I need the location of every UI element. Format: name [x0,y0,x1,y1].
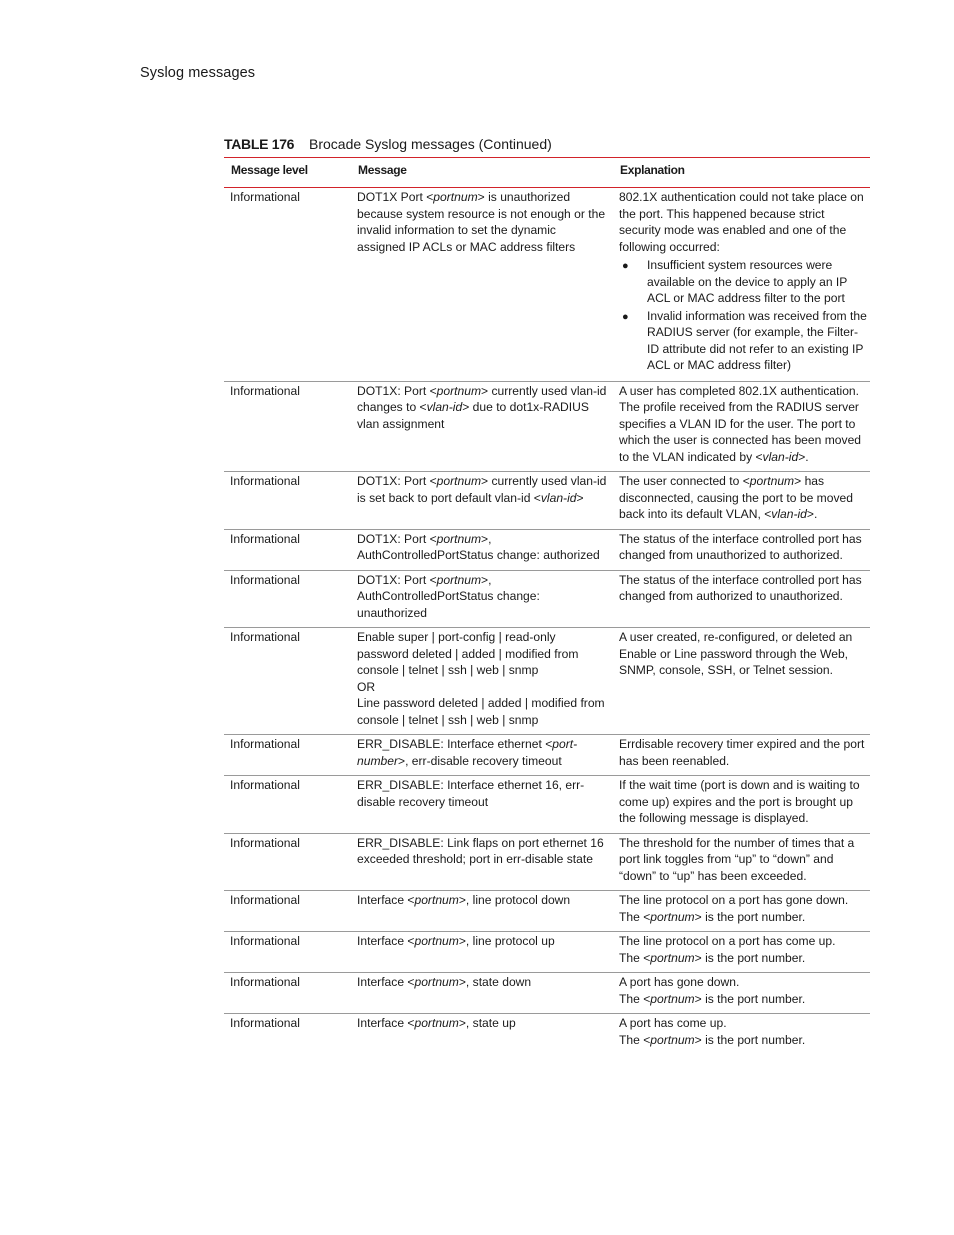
text-segment: > is unauthorized because system resource is not enough or the invalid information to set the dynamic assigned IP ACLs or MAC address filters [357,190,606,254]
syslog-messages-table [224,188,870,1054]
text-segment: DOT1X: Port < [357,572,437,587]
message-line [357,679,607,696]
text-segment: >, err-disable recovery timeout [398,753,562,768]
explanation-line [619,974,868,991]
placeholder-text: portnum [414,1016,459,1030]
table-header-row [224,160,870,188]
table-row [224,1014,870,1055]
text-segment: The < [619,950,651,965]
table-row [224,735,870,776]
explanation-cell [613,1014,870,1055]
table-row [224,188,870,381]
explanation-line [619,736,868,769]
placeholder-text: portnum [650,991,695,1006]
text-segment: A user created, re-configured, or deleted an Enable or Line password through the Web, SNMP, console, SSH, or Telnet session. [619,630,853,677]
placeholder-text: vlan-id [762,449,799,464]
placeholder-text: vlan-id [540,490,577,505]
message-line [357,383,607,433]
text-segment: The status of the interface controlled port has changed from unauthorized to authorized. [619,531,862,562]
table-row [224,628,870,735]
bullet-dot-icon: ● [622,310,629,323]
bullet-text: Insufficient system resources were available on the device to apply an IP ACL or MAC address filter to the port [647,258,848,305]
text-segment: > is the port number. [694,909,806,924]
explanation-line [619,629,868,679]
message-line [357,531,607,564]
text-segment: The < [619,1032,651,1047]
text-segment: Enable super | port-config | read-only password deleted | added | modified from console | telnet | ssh | web | snmp [357,630,579,677]
explanation-line [619,892,868,909]
header-explanation: Explanation [620,163,685,177]
message-cell [351,833,613,891]
placeholder-text: portnum [414,934,459,948]
text-segment: >. [798,449,809,464]
text-segment: The threshold for the number of times that a port link toggles from “up” to “down” and “down” to “up” has been exceeded. [619,835,855,883]
placeholder-text: vlan-id [426,400,463,414]
text-segment: > is the port number. [694,991,806,1006]
explanation-line [619,1015,868,1032]
explanation-line [619,835,868,885]
text-segment: ERR_DISABLE: Link flaps on port ethernet 16 exceeded threshold; port in err-disable state [357,835,604,866]
explanation-line [619,991,868,1008]
table-row [224,472,870,530]
table-row [224,891,870,932]
message-level-cell: Informational [224,381,351,472]
message-line [357,1015,607,1032]
table-caption [224,136,870,152]
running-head: Syslog messages [140,65,256,81]
text-segment: The line protocol on a port has gone down. [619,893,849,907]
text-segment: ERR_DISABLE: Interface ethernet < [357,737,553,751]
text-segment: The line protocol on a port has come up. [619,934,836,948]
table-title: Brocade Syslog messages (Continued) [309,136,552,152]
message-cell [351,628,613,735]
bullet-text: Invalid information was received from the RADIUS server (for example, the Filter-ID attribute did not refer to an existing IP ACL or MAC address filter) [647,308,867,372]
message-line [357,835,607,868]
message-cell [351,529,613,570]
text-segment: DOT1X Port < [357,190,434,204]
placeholder-text: portnum [433,190,478,204]
text-segment: A port has gone down. [619,975,740,989]
explanation-cell [613,570,870,628]
table-row [224,973,870,1014]
bullet-item [619,257,868,307]
text-segment: A port has come up. [619,1016,727,1030]
text-segment: >, AuthControlledPortStatus change: authorized [357,531,600,562]
text-segment: Interface < [357,934,415,948]
table-number: TABLE 176 [224,136,295,152]
explanation-cell [613,833,870,891]
explanation-line [619,909,868,926]
text-segment: Interface < [357,893,415,907]
text-segment: >, line protocol down [458,893,571,907]
explanation-cell [613,472,870,530]
message-level-cell: Informational [224,833,351,891]
text-segment: >, state up [458,1016,516,1030]
text-segment: > currently used vlan-id changes to < [357,383,607,414]
text-segment: > is the port number. [694,1032,806,1047]
message-level-cell: Informational [224,932,351,973]
explanation-cell [613,932,870,973]
explanation-line [619,189,868,255]
text-segment: >, AuthControlledPortStatus change: unauthorized [357,572,540,620]
text-segment: > has disconnected, causing the port to be moved back into its default VLAN, < [619,474,853,521]
message-level-cell: Informational [224,776,351,834]
text-segment: Interface < [357,1016,415,1030]
caption-rule [224,157,870,158]
table-row [224,932,870,973]
table-row [224,570,870,628]
text-segment: If the wait time (port is down and is waiting to come up) expires and the port is brought up the following message is displayed. [619,778,860,825]
text-segment: A user has completed 802.1X authentication. The profile received from the RADIUS server specifies a VLAN ID for the user. The port to which the user is connected has been moved to the VLAN indicated by < [619,383,862,464]
explanation-line [619,572,868,605]
explanation-line [619,950,868,967]
message-line [357,473,607,506]
text-segment: >, line protocol up [458,934,555,948]
explanation-line [619,933,868,950]
text-segment: >. [806,507,818,521]
message-level-cell: Informational [224,973,351,1014]
message-cell [351,472,613,530]
bullet-item [619,308,868,374]
table-row [224,776,870,834]
message-cell [351,381,613,472]
message-line [357,189,607,255]
placeholder-text: vlan-id [771,507,807,521]
text-segment: Line password deleted | added | modified from console | telnet | ssh | web | snmp [357,696,605,727]
message-line [357,933,607,950]
table-row [224,381,870,472]
text-segment: 802.1X authentication could not take place on the port. This happened because strict security mode was enabled and one of the following occurred: [619,190,864,254]
text-segment: The status of the interface controlled port has changed from authorized to unauthorized. [619,572,862,603]
explanation-cell [613,735,870,776]
explanation-cell [613,381,870,472]
explanation-cell [613,776,870,834]
placeholder-text: portnum [414,893,459,907]
text-segment: ERR_DISABLE: Interface ethernet 16, err-disable recovery timeout [357,778,585,809]
placeholder-text: portnum [436,531,482,546]
text-segment: > is the port number. [694,950,806,965]
text-segment: Errdisable recovery timer expired and the port has been reenabled. [619,737,865,768]
placeholder-text: portnum [436,474,482,488]
message-cell [351,891,613,932]
message-level-cell: Informational [224,529,351,570]
message-level-cell: Informational [230,1016,300,1030]
bullet-list [619,257,868,374]
table-row [224,529,870,570]
placeholder-text: portnum [650,950,695,965]
text-segment: > currently used vlan-id is set back to port default vlan-id < [357,474,607,505]
text-segment: The user connected to < [619,474,750,488]
message-line [357,695,607,728]
message-cell [351,1014,613,1055]
message-level-cell: Informational [224,188,351,381]
message-cell [351,735,613,776]
placeholder-text: portnum [436,383,482,398]
explanation-cell [613,188,870,381]
text-segment: The < [619,991,651,1006]
explanation-cell [613,529,870,570]
message-cell [351,973,613,1014]
message-line [357,892,607,909]
explanation-line [619,531,868,564]
table-row [224,833,870,891]
placeholder-text: portnum [414,975,459,989]
text-segment: DOT1X: Port < [357,531,437,546]
text-segment: > due to dot1x-RADIUS vlan assignment [357,400,589,431]
text-segment: The < [619,909,651,924]
explanation-line [619,777,868,827]
text-segment: Interface < [357,975,415,989]
message-line [357,736,607,769]
explanation-line [619,383,868,466]
message-level-cell: Informational [224,891,351,932]
placeholder-text: portnum [436,572,482,587]
placeholder-text: portnum [650,1032,695,1047]
message-cell [351,932,613,973]
message-level-cell: Informational [224,570,351,628]
explanation-cell [613,973,870,1014]
text-segment: > [576,490,584,505]
explanation-line [619,1032,868,1049]
message-line [357,974,607,991]
header-message-level: Message level [231,163,308,177]
message-level-cell: Informational [224,628,351,735]
placeholder-text: portnum [749,474,795,488]
text-segment: OR [357,679,376,694]
message-cell [351,776,613,834]
explanation-line [619,473,868,523]
placeholder-text: portnum [650,909,695,924]
bullet-dot-icon: ● [622,260,629,272]
message-level-cell: Informational [224,735,351,776]
message-line [357,572,607,622]
message-cell [351,188,613,381]
text-segment: DOT1X: Port < [357,474,437,488]
message-line [357,629,607,679]
text-segment: DOT1X: Port < [357,383,437,398]
message-line [357,777,607,810]
table-body [224,188,870,1054]
text-segment: >, state down [458,975,532,989]
header-message: Message [358,163,407,177]
explanation-cell [613,891,870,932]
placeholder-text: port-number [357,737,578,768]
message-cell [351,570,613,628]
explanation-cell [613,628,870,735]
message-level-cell: Informational [224,472,351,530]
